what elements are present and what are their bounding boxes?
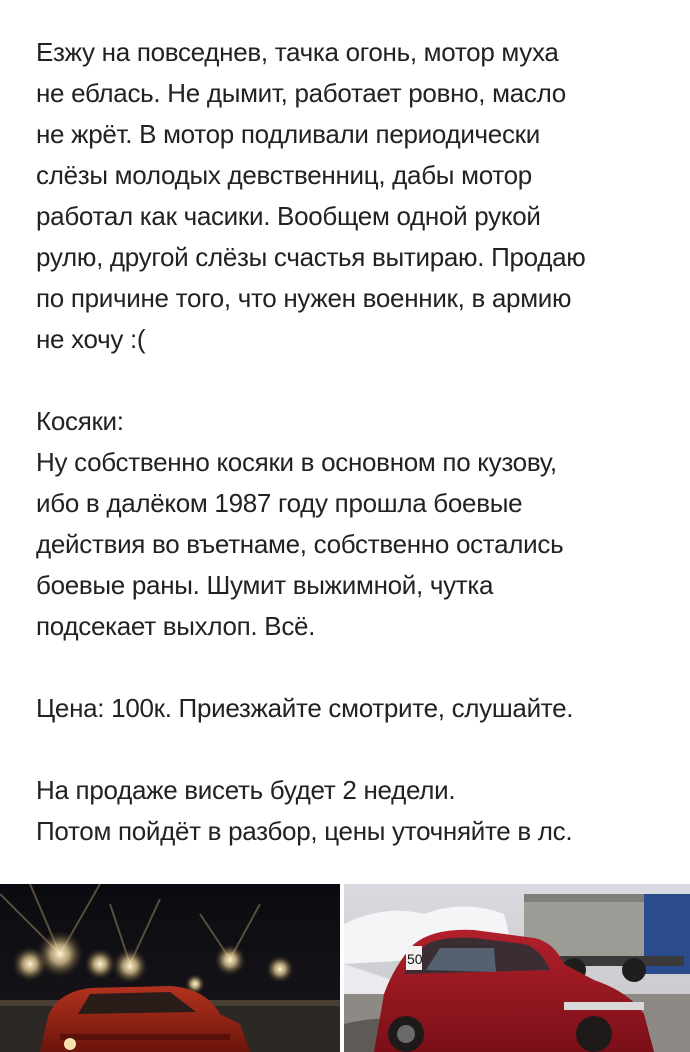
text-line: не хочу :( <box>36 324 146 354</box>
text-line: рулю, другой слёзы счастья вытираю. Продаю <box>36 242 586 272</box>
text-line: подсекает выхлоп. Всё. <box>36 611 316 641</box>
text-line: Потом пойдёт в разбор, цены уточняйте в лс. <box>36 816 573 846</box>
text-line: не жрёт. В мотор подливали периодически <box>36 119 540 149</box>
paragraph-gap <box>36 647 676 688</box>
text-line: слёзы молодых девственниц, дабы мотор <box>36 160 532 190</box>
text-line: Езжу на повседнев, тачка огонь, мотор муха <box>36 37 559 67</box>
paragraph-gap <box>36 729 676 770</box>
paragraph-gap <box>36 360 676 401</box>
photo-night-car[interactable] <box>0 884 340 1052</box>
defects-heading: Косяки: <box>36 406 124 436</box>
text-line: работал как часики. Вообщем одной рукой <box>36 201 541 231</box>
text-line: ибо в далёком 1987 году прошла боевые <box>36 488 523 518</box>
price-line: Цена: 100к. Приезжайте смотрите, слушайте. <box>36 693 574 723</box>
text-line: На продаже висеть будет 2 недели. <box>36 775 456 805</box>
text-line: Ну собственно косяки в основном по кузову, <box>36 447 557 477</box>
photo-day-car[interactable] <box>344 884 690 1052</box>
text-line: боевые раны. Шумит выжимной, чутка <box>36 570 494 600</box>
text-line: не еблась. Не дымит, работает ровно, масло <box>36 78 566 108</box>
plate-fragment: 50 <box>407 951 423 967</box>
post-text <box>36 32 676 852</box>
text-line: действия во въетнаме, собственно остались <box>36 529 564 559</box>
text-line: по причине того, что нужен военник, в армию <box>36 283 572 313</box>
photo-gallery <box>0 884 690 1052</box>
